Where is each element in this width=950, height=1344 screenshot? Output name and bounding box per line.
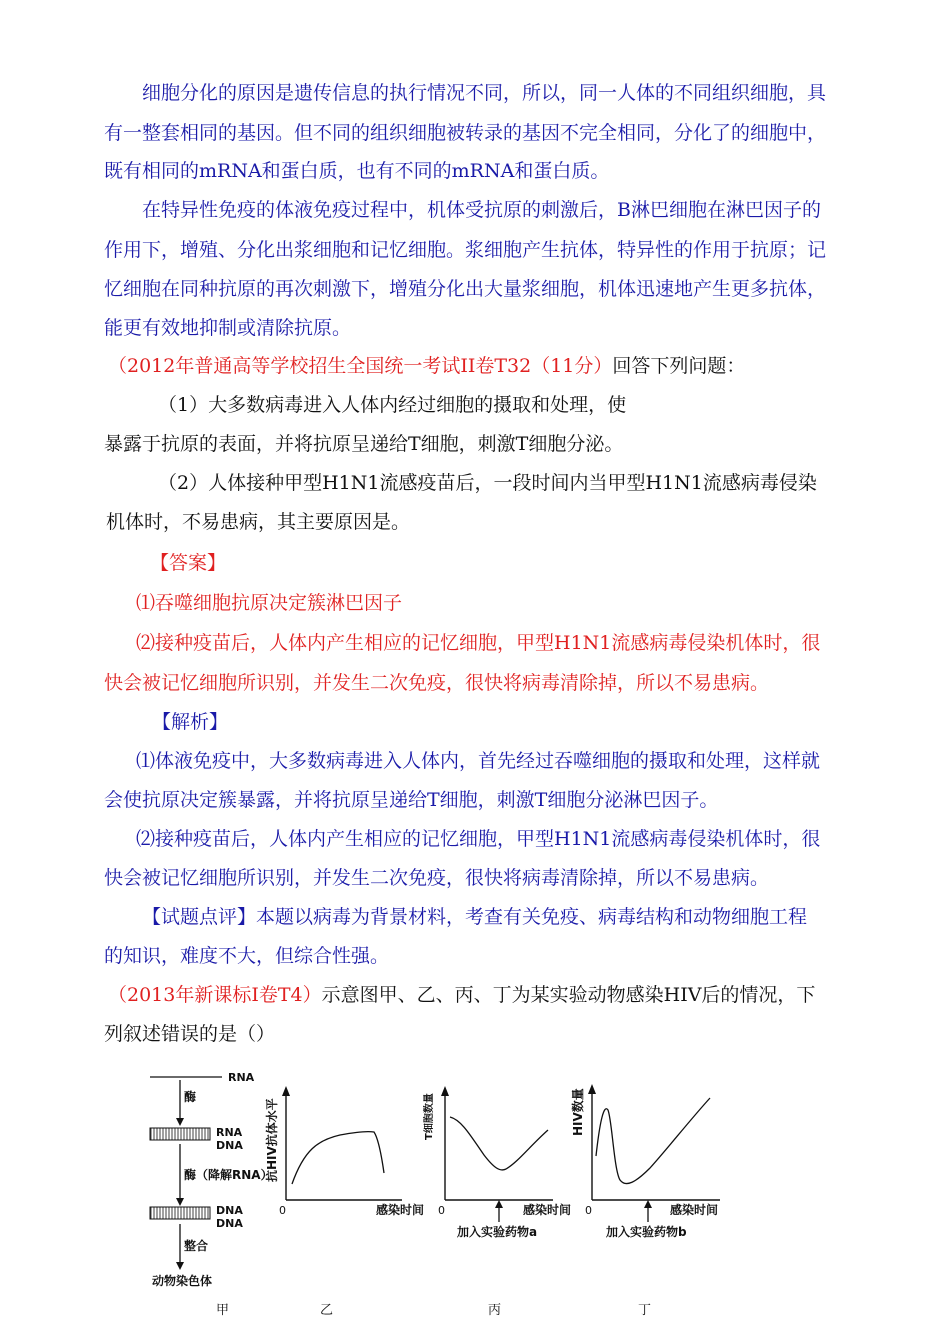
para1-line3: 既有相同的mRNA和蛋白质，也有不同的mRNA和蛋白质。 [104, 160, 610, 182]
ding-xlabel: 感染时间 [670, 1203, 719, 1217]
review-line1 [142, 906, 807, 928]
chart-bing [422, 1086, 571, 1318]
analysis-1-line1: ⑴体液免疫中，大多数病毒进入人体内，首先经过吞噬细胞的摄取和处理，这样就 [136, 750, 821, 772]
rna-top-label: RNA [228, 1071, 255, 1084]
answer-heading: 【答案】 [150, 552, 227, 574]
review-line2: 的知识，难度不大，但综合性强。 [104, 945, 390, 967]
para2-line2: 作用下，增殖、分化出浆细胞和记忆细胞。浆细胞产生抗体，特异性的作用于抗原；记 [104, 239, 827, 261]
integrate-label: 整合 [184, 1239, 209, 1253]
rna-dna-hybrid [150, 1128, 210, 1140]
rna-mid-label: RNA [216, 1126, 243, 1139]
para2-line4: 能更有效地抑制或清除抗原。 [104, 317, 352, 339]
analysis-2-line2: 快会被记忆细胞所识别，并发生二次免疫，很快将病毒清除掉，所以不易患病。 [104, 867, 770, 889]
caption-jia: 甲 [216, 1303, 230, 1318]
yi-ylabel: 抗HIV抗体水平 [265, 1098, 279, 1182]
review-label: 【试题点评】 [142, 906, 257, 928]
question1-sub2-line2: 机体时，不易患病，其主要原因是。 [106, 511, 411, 533]
yi-y-arrow [282, 1086, 290, 1096]
chromosome-label: 动物染色体 [152, 1274, 213, 1288]
question2-line2: 列叙述错误的是（） [104, 1023, 276, 1045]
answer-2-line1: ⑵接种疫苗后，人体内产生相应的记忆细胞，甲型H1N1流感病毒侵染机体时，很 [136, 632, 821, 654]
bing-xlabel: 感染时间 [523, 1203, 572, 1217]
diagram-jia [150, 1071, 273, 1318]
hiv-figure [0, 1060, 950, 1330]
dna-mid-label: DNA [216, 1139, 243, 1152]
question1-sub1-line1: （1）大多数病毒进入人体内经过细胞的摄取和处理，使 [158, 394, 627, 416]
bing-curve [450, 1117, 548, 1170]
ding-origin: 0 [585, 1204, 592, 1217]
question1-sub1-line2: 暴露于抗原的表面，并将抗原呈递给T细胞，刺激T细胞分泌。 [104, 433, 624, 455]
chart-ding [570, 1084, 720, 1318]
caption-bing: 丙 [488, 1303, 502, 1318]
arrow3-head [176, 1262, 184, 1270]
ding-ylabel: HIV数量 [571, 1088, 585, 1136]
para1-line1: 细胞分化的原因是遗传信息的执行情况不同，所以，同一人体的不同组织细胞，具 [142, 82, 827, 104]
question2-line1 [108, 984, 815, 1006]
enzyme1-label: 酶 [184, 1090, 197, 1104]
answer-1: ⑴吞噬细胞抗原决定簇淋巴因子 [136, 592, 403, 614]
question1-prompt: 回答下列问题： [612, 355, 746, 377]
hiv-figure-svg [0, 1060, 950, 1330]
chart-yi [264, 1086, 424, 1318]
question2-source: （2013年新课标I卷T4） [108, 984, 322, 1006]
para2-line3: 忆细胞在同种抗原的再次刺激下，增殖分化出大量浆细胞，机体迅速地产生更多抗体， [104, 278, 827, 300]
enzyme2-label: 酶（降解RNA） [184, 1168, 273, 1182]
para2-line1: 在特异性免疫的体液免疫过程中，机体受抗原的刺激后，B淋巴细胞在淋巴因子的 [142, 199, 821, 221]
ding-curve [596, 1098, 710, 1184]
ding-drug-label: 加入实验药物b [606, 1225, 687, 1239]
answer-2-line2: 快会被记忆细胞所识别，并发生二次免疫，很快将病毒清除掉，所以不易患病。 [104, 672, 770, 694]
arrow2-head [176, 1198, 184, 1206]
question2-text1: 示意图甲、乙、丙、丁为某实验动物感染HIV后的情况，下 [321, 984, 816, 1006]
caption-yi: 乙 [320, 1303, 334, 1318]
dna2-label: DNA [216, 1217, 243, 1230]
para1-line2: 有一整套相同的基因。但不同的组织细胞被转录的基因不完全相同，分化了的细胞中， [104, 122, 827, 144]
analysis-heading: 【解析】 [152, 711, 229, 733]
bing-origin: 0 [438, 1204, 445, 1217]
question1-source: （2012年普通高等学校招生全国统一考试II卷T32（11分） [108, 355, 613, 377]
analysis-1-line2: 会使抗原决定簇暴露，并将抗原呈递给T细胞，刺激T细胞分泌淋巴因子。 [104, 789, 719, 811]
bing-drug-label: 加入实验药物a [457, 1225, 538, 1239]
bing-y-arrow [441, 1086, 449, 1096]
arrow1-head [176, 1118, 184, 1126]
analysis-2-line1: ⑵接种疫苗后，人体内产生相应的记忆细胞，甲型H1N1流感病毒侵染机体时，很 [136, 828, 821, 850]
caption-ding: 丁 [638, 1303, 652, 1318]
yi-curve [292, 1132, 384, 1184]
yi-origin: 0 [279, 1204, 286, 1217]
dna-double-strand [150, 1207, 210, 1219]
question1-header [108, 355, 745, 377]
ding-drug-arrow-head [644, 1200, 652, 1208]
question1-sub2-line1: （2）人体接种甲型H1N1流感疫苗后，一段时间内当甲型H1N1流感病毒侵染 [158, 472, 817, 494]
yi-xlabel: 感染时间 [376, 1203, 425, 1217]
dna1-label: DNA [216, 1204, 243, 1217]
bing-drug-arrow-head [495, 1200, 503, 1208]
ding-y-arrow [588, 1084, 596, 1094]
review-text: 本题以病毒为背景材料，考查有关免疫、病毒结构和动物细胞工程 [256, 906, 808, 928]
bing-ylabel: T细胞数量 [424, 1093, 435, 1140]
